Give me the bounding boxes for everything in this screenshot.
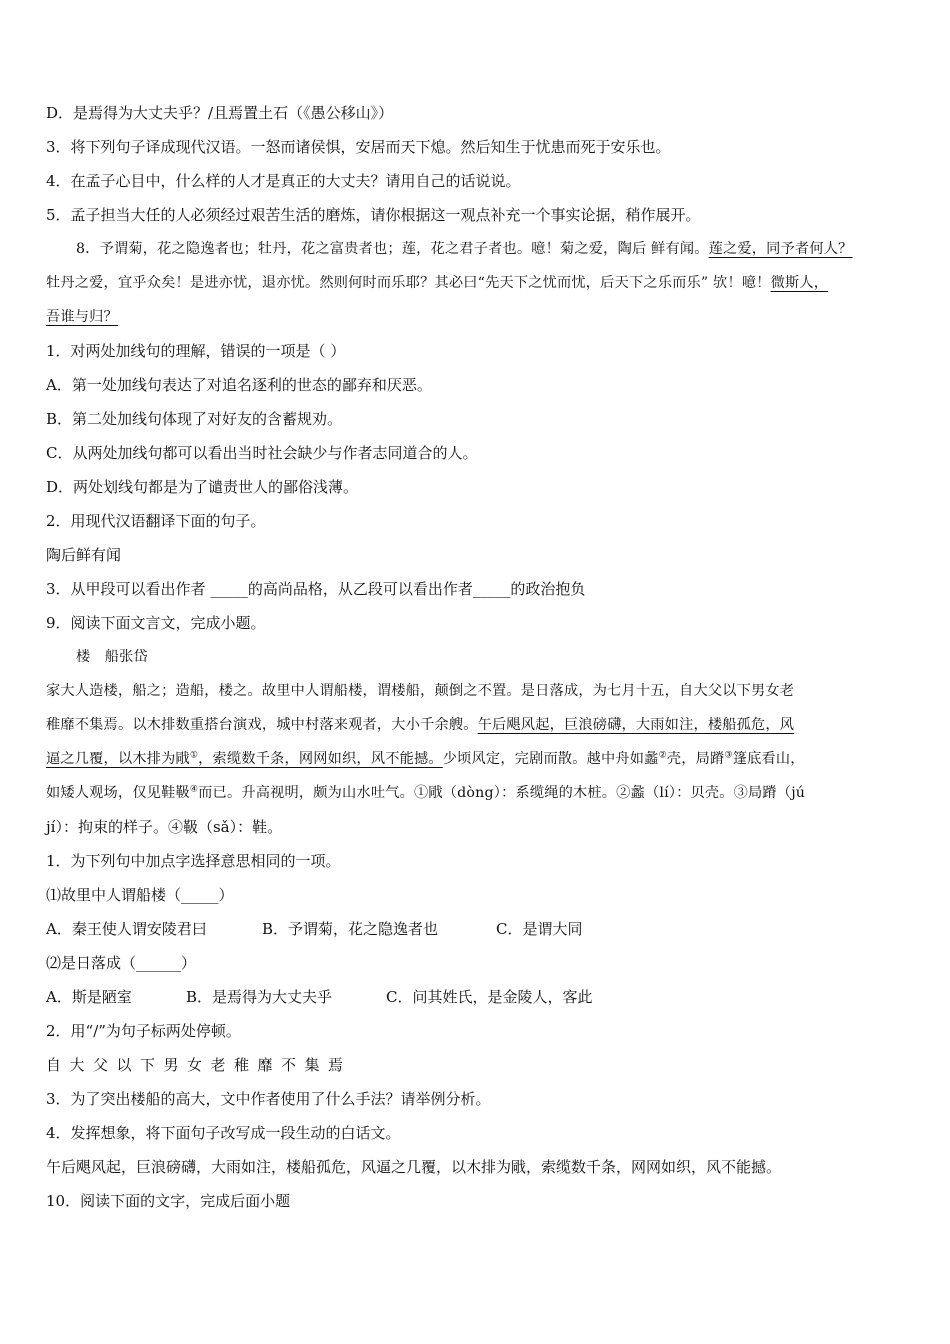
q9-text: 篷底看山， bbox=[732, 751, 805, 767]
q9-underlined-sentence: 午后飓风起，巨浪磅礴，大雨如注，楼船孤危，风 bbox=[477, 717, 795, 733]
option-c: C．是谓大同 bbox=[496, 920, 583, 938]
q8-passage-line2 bbox=[46, 266, 912, 300]
q8-sub1: 1．对两处加线句的理解，错误的一项是（ ） bbox=[46, 342, 346, 360]
option-b: B．予谓菊，花之隐逸者也 bbox=[262, 920, 439, 938]
q7-option-d: D．是焉得为大丈夫乎？/且焉置土石（《愚公移山》） bbox=[46, 104, 394, 122]
q8-underlined-sentence2: 微斯人， bbox=[770, 275, 829, 291]
q9-passage-line4 bbox=[46, 776, 912, 810]
document-page bbox=[46, 96, 912, 1218]
q9-passage-line5: jí）：拘束的样子。④靸（sǎ）：鞋。 bbox=[46, 818, 283, 836]
q9-sub1-item1-options bbox=[46, 912, 912, 946]
q9-underlined-sentence-cont bbox=[46, 751, 443, 767]
q9-text: ，索缆数千条，网网如织，风不能撼。 bbox=[198, 751, 443, 767]
q9-intro: 9．阅读下面文言文，完成小题。 bbox=[46, 614, 266, 632]
q9-text: 稚靡不集焉。以木排数重搭台演戏，城中村落来观者，大小千余艘。 bbox=[46, 717, 478, 733]
option-a: A．斯是陋室 bbox=[46, 988, 132, 1006]
q7-sub5: 5．孟子担当大任的人必须经过艰苦生活的磨炼，请你根据这一观点补充一个事实论据，稍作展开。 bbox=[46, 206, 701, 224]
q9-sub2-sentence: 自大父以下男女老稚靡不集焉 bbox=[46, 1056, 352, 1074]
q9-sub1-item1: ⑴故里中人谓船楼（_____） bbox=[46, 886, 234, 904]
footnote-mark: ① bbox=[189, 750, 199, 761]
q9-sub1-item2-options bbox=[46, 980, 912, 1014]
q8-sub1-option-d: D．两处划线句都是为了谴责世人的鄙俗浅薄。 bbox=[46, 478, 359, 496]
q8-sub1-option-b: B．第二处加线句体现了对好友的含蓄规劝。 bbox=[46, 410, 343, 428]
q10-intro: 10．阅读下面的文字，完成后面小题 bbox=[46, 1192, 291, 1210]
q9-text: 如矮人观场，仅见鞋靸 bbox=[46, 785, 190, 801]
q8-sub1-option-c: C．从两处加线句都可以看出当时社会缺少与作者志同道合的人。 bbox=[46, 444, 478, 462]
q8-sub2: 2．用现代汉语翻译下面的句子。 bbox=[46, 512, 266, 530]
footnote-mark: ② bbox=[658, 750, 667, 761]
q9-text: 逼之几覆，以木排为戙 bbox=[46, 751, 190, 767]
q7-sub3: 3．将下列句子译成现代汉语。一怒而诸侯惧，安居而天下熄。然后知生于忧患而死于安乐也。 bbox=[46, 138, 671, 156]
option-a: A．秦王使人谓安陵君曰 bbox=[46, 920, 207, 938]
q7-sub4: 4．在孟子心目中，什么样的人才是真正的大丈夫？请用自己的话说说。 bbox=[46, 172, 521, 190]
q9-passage-line2 bbox=[46, 708, 912, 742]
footnote-mark: ③ bbox=[724, 750, 733, 761]
q9-sub3: 3．为了突出楼船的高大，文中作者使用了什么手法？请举例分析。 bbox=[46, 1090, 491, 1108]
option-b: B．是焉得为大丈夫乎 bbox=[186, 988, 333, 1006]
q8-sub3: 3．从甲段可以看出作者 _____的高尚品格，从乙段可以看出作者_____的政治抱负 bbox=[46, 580, 586, 598]
q9-text: 壳，局蹐 bbox=[666, 751, 725, 767]
q8-text: 牡丹之爱，宜乎众矣！是进亦忧，退亦忧。然则何时而乐耶？其必曰“先天下之忧而忧，后天下之乐而乐” 欤！噫！ bbox=[46, 275, 771, 291]
q9-sub4-sentence: 午后飓风起，巨浪磅礴，大雨如注，楼船孤危，风逼之几覆，以木排为戙，索缆数千条，网网如织，风不能撼。 bbox=[46, 1158, 782, 1176]
q8-text: 8．予谓菊，花之隐逸者也；牡丹，花之富贵者也；莲，花之君子者也。噫！菊之爱，陶后 鲜有闻。 bbox=[76, 241, 709, 257]
q9-title: 楼 船张岱 bbox=[76, 649, 148, 665]
q9-passage-line1: 家大人造楼，船之；造船，楼之。故里中人谓船楼，谓楼船，颠倒之不置。是日落成，为七月十五，自大父以下男女老 bbox=[46, 683, 795, 699]
q9-passage-line3 bbox=[46, 742, 912, 776]
q8-sub2-sentence: 陶后鲜有闻 bbox=[46, 546, 122, 564]
footnote-mark: ④ bbox=[189, 784, 199, 795]
q9-sub1-item2: ⑵是日落成（______） bbox=[46, 954, 197, 972]
q8-sub1-option-a: A．第一处加线句表达了对追名逐利的世态的鄙弃和厌恶。 bbox=[46, 376, 432, 394]
q9-text: 少顷风定，完剧而散。越中舟如蠡 bbox=[442, 751, 659, 767]
q9-text: 而已。升高视明，颇为山水吐气。①戙（dòng）：系缆绳的木桩。②蠡（lí）：贝壳。③局蹐（jú bbox=[198, 785, 806, 801]
q8-passage-line3 bbox=[46, 300, 912, 334]
q8-underlined-sentence1: 莲之爱，同予者何人？ bbox=[708, 241, 853, 257]
q9-sub2: 2．用“/”为句子标两处停顿。 bbox=[46, 1022, 241, 1040]
q8-underlined-sentence2-end: 吾谁与归？ bbox=[46, 309, 118, 325]
option-c: C．问其姓氏，是金陵人，客此 bbox=[386, 988, 593, 1006]
q8-passage-line1 bbox=[46, 232, 912, 266]
q9-sub1: 1．为下列句中加点字选择意思相同的一项。 bbox=[46, 852, 341, 870]
q9-sub4: 4．发挥想象，将下面句子改写成一段生动的白话文。 bbox=[46, 1124, 401, 1142]
